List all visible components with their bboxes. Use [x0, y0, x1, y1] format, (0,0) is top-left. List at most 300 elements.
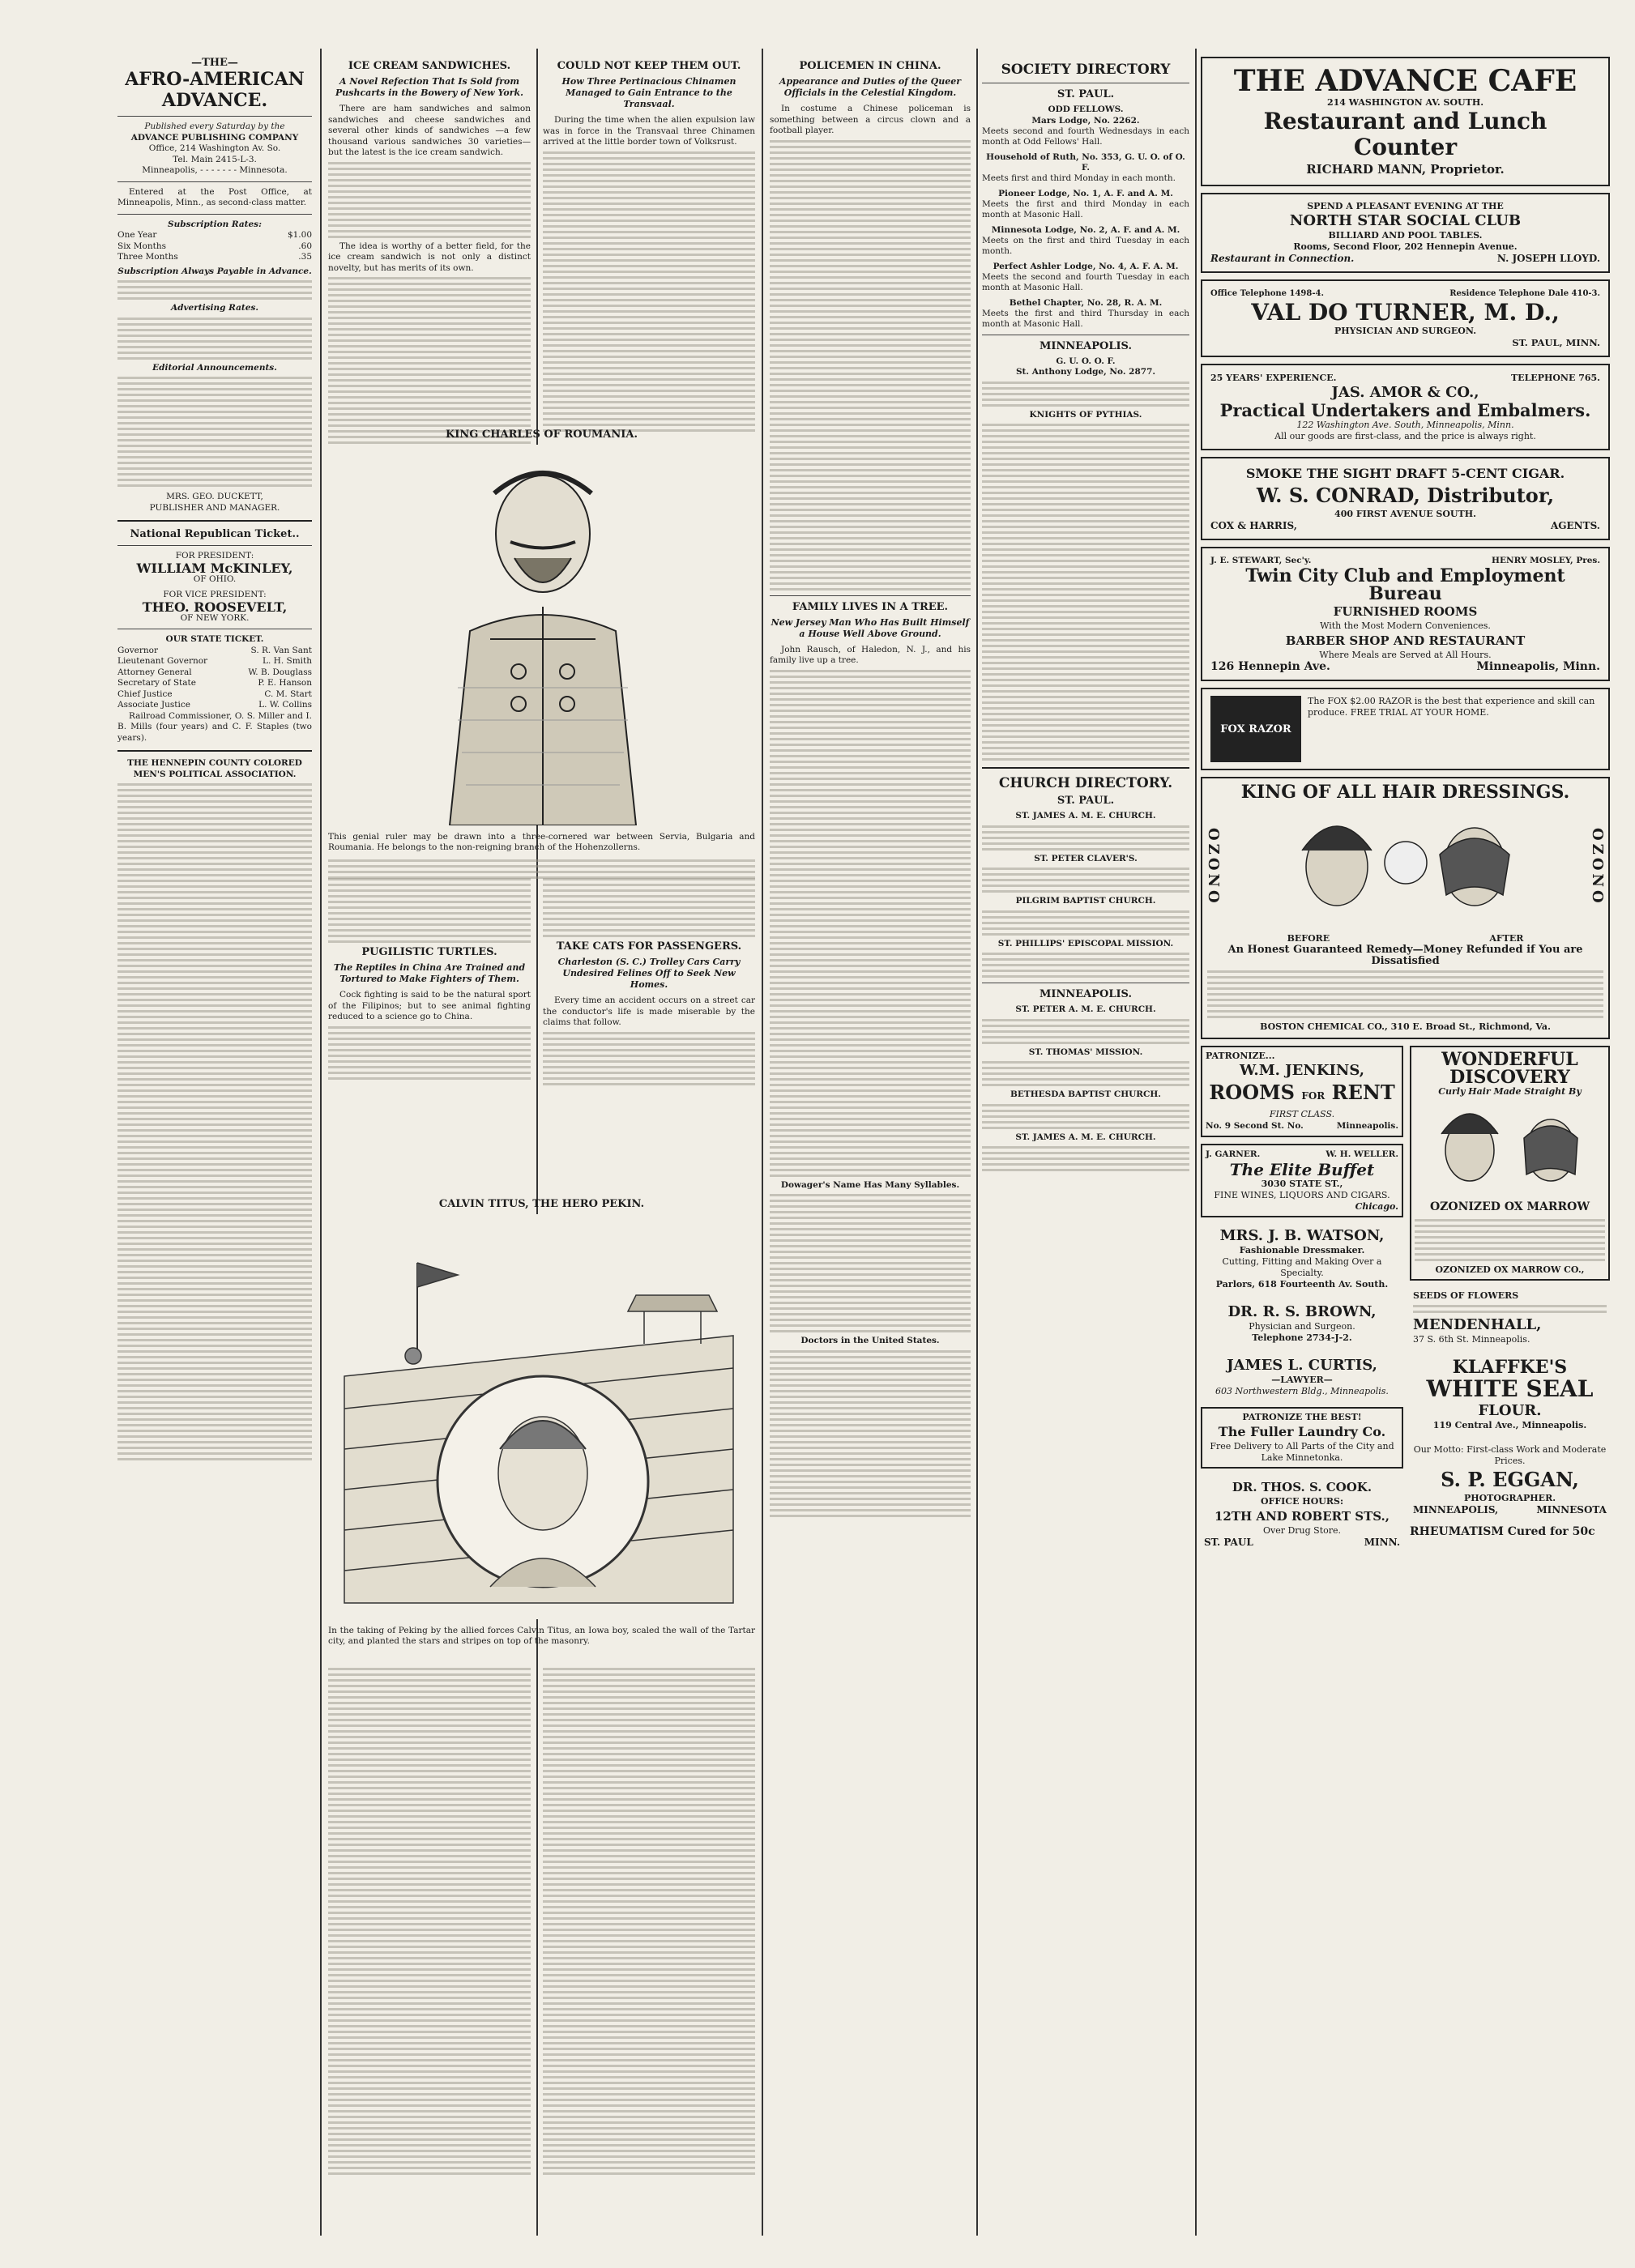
text-line	[770, 151, 971, 154]
text-line	[543, 373, 755, 375]
text-line	[117, 902, 312, 905]
text-line	[328, 236, 531, 238]
twin-barber: BARBER SHOP AND RESTAURANT	[1285, 633, 1526, 648]
ad-advance-cafe	[1201, 57, 1610, 186]
text-line	[543, 2048, 755, 2050]
subscription-advance: Subscription Always Payable in Advance.	[117, 266, 312, 276]
text-line	[328, 230, 531, 232]
wonder-sub: Curly Hair Made Straight By	[1438, 1086, 1582, 1097]
rate-term: Six Months	[117, 241, 167, 251]
calvin-caption: In the taking of Peking by the allied forces Calvin Titus, an Iowa boy, scaled the wall of the Tartar city, and planted the stars and stripes on top of the masonry.	[328, 1626, 755, 1646]
text-line	[328, 1855, 531, 1857]
text-line	[770, 242, 971, 245]
curtis-addr: 603 Northwestern Bldg., Minneapolis.	[1215, 1386, 1389, 1396]
text-line	[543, 1702, 755, 1704]
text-line	[543, 1776, 755, 1778]
amor-name: JAS. AMOR & CO.,	[1331, 384, 1479, 401]
twin-meals: Where Meals are Served at All Hours.	[1319, 650, 1492, 660]
text-line	[328, 300, 531, 302]
text-line	[328, 1685, 531, 1687]
masthead-publisher: ADVANCE PUBLISHING COMPANY	[130, 132, 299, 143]
wonder-title1: WONDERFUL	[1441, 1049, 1578, 1070]
text-line	[770, 367, 971, 369]
text-line	[770, 840, 971, 842]
church-details	[982, 868, 1189, 893]
text-line	[770, 1078, 971, 1081]
text-line	[982, 650, 1189, 653]
text-line	[982, 1115, 1189, 1118]
text-line	[328, 362, 531, 364]
text-line	[328, 1770, 531, 1772]
text-line	[328, 2065, 531, 2067]
text-line	[117, 1123, 312, 1126]
text-line	[117, 1333, 312, 1336]
text-line	[117, 970, 312, 973]
text-line	[328, 356, 531, 359]
cook-corner: 12TH AND ROBERT STS.,	[1215, 1509, 1390, 1524]
text-line	[770, 185, 971, 188]
hair-ozono-right: OZONO	[1589, 827, 1606, 906]
text-line	[328, 2138, 531, 2141]
state-name: C. M. Start	[264, 688, 312, 699]
text-line	[117, 1112, 312, 1115]
text-line	[117, 908, 312, 910]
text-line	[117, 1033, 312, 1035]
text-line	[117, 1265, 312, 1268]
wonder-portraits-illustration	[1417, 1098, 1603, 1195]
text-line	[770, 976, 971, 978]
text-line	[982, 873, 1189, 876]
society-headline: SOCIETY DIRECTORY	[1001, 62, 1171, 78]
text-line	[543, 214, 755, 216]
text-line	[328, 1980, 531, 1982]
text-line	[770, 582, 971, 585]
text-line	[117, 1197, 312, 1200]
doc-tel1: Office Telephone 1498-4.	[1210, 289, 1324, 298]
column-rule	[320, 49, 322, 2236]
king-caption: This genial ruler may be drawn into a three-cornered war between Servia, Bulgaria and Roumania. He belongs to the non-reigning branch of the Hohenzollerns.	[328, 832, 755, 852]
state-ticket-row	[117, 646, 312, 657]
cigar-name: W. S. CONRAD, Distributor,	[1256, 484, 1555, 507]
text-line	[117, 1260, 312, 1262]
rate-row	[117, 252, 312, 263]
klaff-white: WHITE SEAL	[1426, 1375, 1594, 1402]
state-name: S. R. Van Sant	[250, 645, 312, 655]
text-line	[982, 588, 1189, 590]
text-line	[543, 401, 755, 403]
lodge-text: Meets first and third Monday in each month.	[982, 173, 1176, 183]
pugilistic-headline: PUGILISTIC TURTLES.	[361, 946, 497, 958]
text-line	[328, 1951, 531, 1954]
text-line	[117, 800, 312, 803]
text-line	[982, 679, 1189, 681]
text-line	[543, 1929, 755, 1931]
watson-addr: Parlors, 618 Fourteenth Av. South.	[1215, 1279, 1389, 1290]
text-line	[543, 2099, 755, 2101]
text-line	[770, 1200, 971, 1202]
text-line	[543, 2172, 755, 2175]
ticket-pres-name: WILLIAM McKINLEY,	[136, 560, 293, 576]
ad-brown	[1201, 1300, 1403, 1347]
society-minneapolis: MINNEAPOLIS.	[1039, 339, 1132, 352]
text-line	[328, 2087, 531, 2090]
text-line	[543, 1753, 755, 1755]
text-line	[770, 1424, 971, 1426]
text-line	[117, 1027, 312, 1030]
text-line	[770, 293, 971, 296]
eggan-title: PHOTOGRAPHER.	[1463, 1493, 1556, 1503]
rate-term: Three Months	[117, 252, 178, 262]
text-line	[117, 1186, 312, 1188]
eggan-motto: Our Motto: First-class Work and Moderate Prices.	[1413, 1444, 1607, 1466]
text-line	[543, 1889, 755, 1891]
text-line	[328, 2036, 531, 2039]
column-4	[770, 57, 971, 2244]
text-line	[982, 554, 1189, 556]
text-line	[770, 670, 971, 672]
text-line	[770, 322, 971, 324]
ad-twin-city	[1201, 547, 1610, 681]
text-line	[770, 225, 971, 228]
text-line	[328, 379, 531, 382]
text-line	[543, 174, 755, 177]
masthead-tel: Tel. Main 2415-L-3.	[173, 154, 257, 164]
jenkins-name: W.M. JENKINS,	[1240, 1062, 1364, 1079]
take-cats-para: Every time an accident occurs on a street car the conductor's life is made miserable by the claims that follow.	[543, 995, 755, 1027]
text-line	[117, 1038, 312, 1041]
text-line	[982, 825, 1189, 828]
text-line	[543, 1900, 755, 1903]
church-name: ST. JAMES A. M. E. CHURCH.	[1015, 811, 1156, 821]
text-line	[117, 891, 312, 893]
text-line	[770, 1413, 971, 1415]
text-line	[770, 305, 971, 307]
text-line	[770, 897, 971, 899]
text-line	[982, 628, 1189, 630]
text-line	[543, 1940, 755, 1942]
family-headline: FAMILY LIVES IN A TREE.	[792, 600, 949, 613]
subscription-head: Subscription Rates:	[168, 219, 262, 229]
rheumatism-ad: RHEUMATISM Cured for 50c	[1410, 1525, 1595, 1538]
text-line	[328, 1787, 531, 1789]
state-ticket-row	[117, 689, 312, 701]
text-line	[543, 220, 755, 222]
text-line	[982, 927, 1189, 930]
text-line	[328, 2031, 531, 2033]
jenkins-addr: No. 9 Second St. No.	[1206, 1121, 1304, 1131]
text-line	[770, 925, 971, 927]
police-headline: POLICEMEN IN CHINA.	[799, 60, 941, 72]
doctors-head: Doctors in the United States.	[800, 1336, 940, 1345]
churches-stpaul-list	[982, 811, 1189, 978]
text-line	[328, 1906, 531, 1908]
text-line	[543, 2053, 755, 2056]
text-line	[117, 965, 312, 967]
ad-elite	[1201, 1144, 1403, 1217]
editorial-head: Editorial Announcements.	[152, 362, 277, 373]
calvin-titus-illustration	[328, 1214, 755, 1619]
text-line	[770, 1239, 971, 1242]
ticket-head: National Republican Ticket..	[130, 528, 300, 540]
text-line	[770, 469, 971, 471]
text-line	[982, 713, 1189, 715]
fuller-line: Free Delivery to All Parts of the City and Lake Minnetonka.	[1210, 1441, 1394, 1463]
hennepin-head: THE HENNEPIN COUNTY COLORED MEN'S POLITICAL ASSOCIATION.	[127, 758, 302, 779]
text-line	[982, 446, 1189, 449]
king-headline: KING CHARLES OF ROUMANIA.	[446, 428, 638, 441]
text-line	[770, 789, 971, 791]
text-line	[543, 1985, 755, 1988]
text-line	[770, 1379, 971, 1381]
text-line	[328, 390, 531, 393]
twin-city: Minneapolis, Minn.	[1476, 660, 1600, 673]
text-line	[117, 1401, 312, 1404]
text-line	[543, 1679, 755, 1682]
text-line	[982, 1121, 1189, 1123]
text-line	[328, 311, 531, 313]
text-line	[543, 361, 755, 364]
text-line	[982, 480, 1189, 483]
text-line	[770, 390, 971, 392]
text-line	[328, 202, 531, 204]
text-line	[543, 1866, 755, 1869]
text-line	[543, 2070, 755, 2073]
text-line	[770, 982, 971, 984]
text-line	[770, 846, 971, 848]
text-line	[770, 458, 971, 460]
text-line	[770, 237, 971, 239]
text-line	[770, 344, 971, 347]
text-line	[117, 1016, 312, 1018]
text-line	[982, 730, 1189, 732]
text-line	[982, 1104, 1189, 1106]
text-line	[543, 1690, 755, 1693]
text-line	[543, 1696, 755, 1699]
text-line	[543, 276, 755, 279]
text-line	[543, 350, 755, 352]
text-line	[328, 1736, 531, 1738]
text-line	[982, 831, 1189, 833]
text-line	[770, 208, 971, 211]
text-line	[770, 874, 971, 876]
text-line	[328, 1963, 531, 1965]
jenkins-rent: RENT	[1331, 1081, 1395, 1104]
text-line	[770, 1044, 971, 1047]
wonder-footer: OZONIZED OX MARROW CO.,	[1435, 1264, 1585, 1275]
church-details	[982, 1019, 1189, 1044]
text-line	[117, 863, 312, 865]
text-line	[982, 599, 1189, 602]
text-line	[982, 458, 1189, 460]
text-line	[543, 1668, 755, 1670]
text-line	[543, 1810, 755, 1812]
text-line	[117, 1328, 312, 1330]
text-line	[982, 441, 1189, 443]
text-line	[543, 2161, 755, 2164]
text-line	[543, 1798, 755, 1801]
text-line	[770, 1112, 971, 1115]
text-line	[982, 486, 1189, 488]
text-line	[770, 418, 971, 420]
text-line	[328, 373, 531, 376]
text-line	[770, 174, 971, 177]
text-line	[982, 837, 1189, 839]
cook-drug: Over Drug Store.	[1262, 1525, 1342, 1536]
text-line	[770, 1362, 971, 1364]
text-line	[770, 1407, 971, 1409]
text-line	[543, 259, 755, 262]
text-line	[117, 1407, 312, 1409]
text-line	[982, 543, 1189, 545]
text-line	[770, 772, 971, 774]
text-line	[117, 919, 312, 922]
st-anthony-lodge: St. Anthony Lodge, No. 2877.	[1015, 367, 1156, 377]
text-line	[982, 1169, 1189, 1171]
text-line	[543, 1707, 755, 1710]
text-line	[543, 390, 755, 392]
brown-title: Physician and Surgeon.	[1249, 1321, 1355, 1332]
text-line	[770, 1430, 971, 1432]
text-line	[982, 868, 1189, 870]
text-line	[543, 197, 755, 199]
ad-cook	[1201, 1475, 1403, 1552]
text-line	[328, 1781, 531, 1784]
text-line	[543, 168, 755, 171]
ad-ozono	[1201, 777, 1610, 1039]
text-line	[543, 2104, 755, 2107]
text-line	[543, 208, 755, 211]
text-line	[328, 407, 531, 410]
watson-title: Fashionable Dressmaker.	[1239, 1245, 1365, 1256]
text-line	[982, 605, 1189, 608]
hair-company: BOSTON CHEMICAL CO., 310 E. Broad St., Richmond, Va.	[1260, 1021, 1551, 1032]
text-line	[543, 2150, 755, 2152]
text-line	[982, 667, 1189, 670]
text-line	[770, 1313, 971, 1315]
text-line	[770, 157, 971, 160]
text-line	[543, 316, 755, 318]
text-line	[982, 577, 1189, 579]
churches-mpls-list	[982, 1004, 1189, 1171]
church-stpaul: ST. PAUL.	[1057, 795, 1115, 807]
church-name: ST. PETER CLAVER'S.	[1034, 853, 1138, 863]
text-line	[543, 1968, 755, 1971]
text-line	[770, 863, 971, 865]
text-line	[117, 812, 312, 814]
text-line	[770, 276, 971, 279]
text-line	[982, 1163, 1189, 1166]
text-line	[770, 214, 971, 216]
text-line	[770, 514, 971, 517]
church-details	[982, 1146, 1189, 1171]
text-line	[543, 2025, 755, 2027]
cigar-addr: 400 FIRST AVENUE SOUTH.	[1334, 509, 1476, 519]
text-line	[328, 2002, 531, 2005]
text-line	[328, 1889, 531, 1891]
text-line	[543, 2082, 755, 2084]
text-line	[328, 2104, 531, 2107]
text-line	[117, 1458, 312, 1460]
text-line	[117, 999, 312, 1001]
text-line	[543, 1991, 755, 1993]
text-line	[117, 1220, 312, 1222]
rate-price: .35	[298, 252, 312, 262]
text-line	[982, 724, 1189, 727]
text-line	[543, 395, 755, 398]
jenkins-city: Minneapolis.	[1336, 1121, 1398, 1131]
text-line	[770, 509, 971, 511]
text-line	[328, 334, 531, 336]
text-line	[117, 993, 312, 995]
text-line	[543, 2065, 755, 2067]
text-line	[770, 970, 971, 973]
text-line	[328, 1742, 531, 1744]
column-rule	[536, 49, 538, 2236]
society-stpaul: ST. PAUL.	[1057, 88, 1115, 100]
text-line	[770, 834, 971, 837]
text-line	[328, 190, 531, 193]
text-line	[117, 1084, 312, 1086]
text-line	[982, 497, 1189, 500]
text-line	[770, 1307, 971, 1310]
text-line	[770, 1205, 971, 1208]
dowager-head: Dowager's Name Has Many Syllables.	[780, 1179, 960, 1190]
ad-seeds	[1410, 1287, 1610, 1349]
text-line	[328, 2110, 531, 2112]
ad-curtis	[1201, 1354, 1403, 1400]
text-line	[543, 1946, 755, 1948]
text-line	[117, 1067, 312, 1069]
lodge-name: Minnesota Lodge, No. 2, A. F. and A. M.	[991, 224, 1180, 235]
take-cats-headline: TAKE CATS FOR PASSENGERS.	[556, 940, 742, 953]
text-line	[770, 248, 971, 250]
text-line	[328, 219, 531, 221]
text-line	[770, 1152, 971, 1154]
text-line	[543, 2133, 755, 2135]
text-line	[543, 271, 755, 273]
text-line	[770, 1211, 971, 1213]
text-line	[982, 1030, 1189, 1033]
text-line	[117, 1072, 312, 1075]
text-line	[117, 851, 312, 854]
curtis-name: JAMES L. CURTIS,	[1227, 1357, 1377, 1374]
text-line	[117, 1129, 312, 1132]
pugilistic-para: Cock fighting is said to be the natural sport of the Filipinos; but to see animal fighting reduced to a science go to China.	[328, 990, 531, 1021]
text-line	[543, 157, 755, 160]
text-line	[770, 197, 971, 199]
ad-north-star	[1201, 193, 1610, 273]
ad-fuller	[1201, 1407, 1403, 1469]
text-line	[117, 1044, 312, 1047]
text-line	[770, 520, 971, 522]
text-line	[770, 1016, 971, 1018]
text-line	[117, 1152, 312, 1154]
text-line	[982, 424, 1189, 426]
text-line	[982, 684, 1189, 687]
text-line	[770, 378, 971, 381]
text-line	[770, 384, 971, 386]
cafe-line: Restaurant and Lunch Counter	[1263, 108, 1547, 160]
text-line	[543, 378, 755, 381]
klaff-addr: 119 Central Ave., Minneapolis.	[1432, 1420, 1587, 1430]
text-line	[982, 520, 1189, 522]
text-line	[982, 752, 1189, 755]
text-line	[770, 407, 971, 409]
text-line	[770, 823, 971, 825]
text-line	[543, 1878, 755, 1880]
text-line	[982, 526, 1189, 528]
cafe-title: THE ADVANCE CAFE	[1233, 64, 1577, 98]
